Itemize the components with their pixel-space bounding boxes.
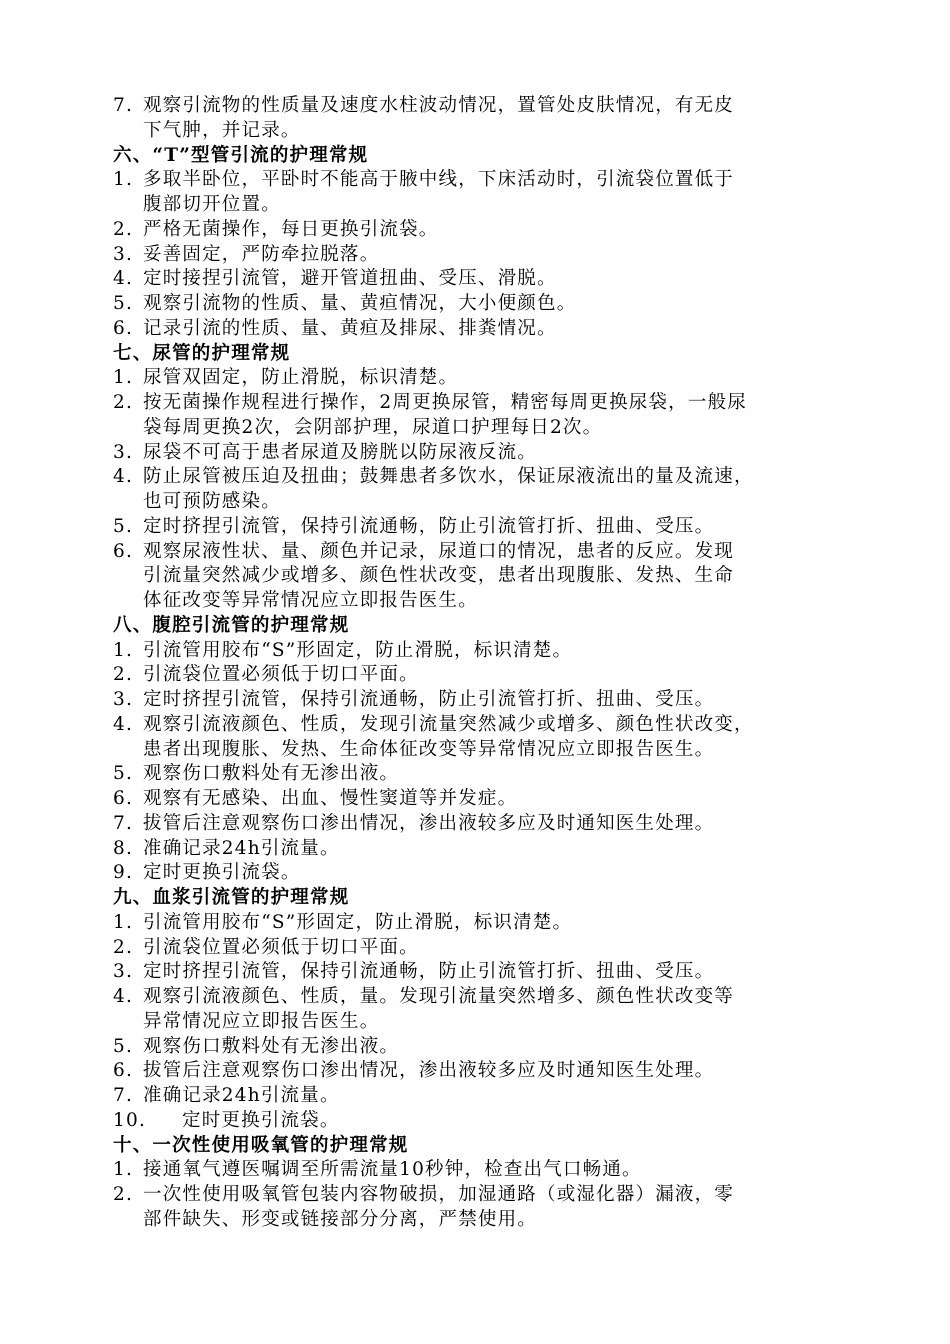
item-number: 5. xyxy=(113,763,134,785)
item-text: 拔管后注意观察伤口渗出情况，渗出液较多应及时通知医生处理。 xyxy=(143,812,715,834)
list-item-continuation xyxy=(0,490,950,515)
item-text: 下气肿，并记录。 xyxy=(143,119,301,141)
list-item xyxy=(0,936,950,961)
item-text: 观察引流物的性质、量、黄疸情况，大小便颜色。 xyxy=(143,293,577,314)
section-heading xyxy=(0,886,950,911)
item-number: 4. xyxy=(113,466,134,488)
item-text: 观察引流液颜色、性质，量。发现引流量突然增多、颜色性状改变等 xyxy=(143,986,735,1007)
item-number: 1. xyxy=(113,169,134,191)
item-number: 4. xyxy=(113,268,134,290)
heading-text: 十、一次性使用吸氧管的护理常规 xyxy=(113,1134,409,1156)
item-text: 观察伤口敷料处有无渗出液。 xyxy=(143,763,400,785)
item-text: 记录引流的性质、量、黄疸及排尿、排粪情况。 xyxy=(143,317,557,339)
section-heading xyxy=(0,614,950,639)
item-text: 也可预防感染。 xyxy=(143,491,281,512)
item-text: 定时接捏引流管，避开管道扭曲、受压、滑脱。 xyxy=(143,268,557,290)
item-text: 准确记录24h引流量。 xyxy=(143,1085,340,1106)
item-text: 定时更换引流袋。 xyxy=(143,862,301,884)
item-number: 7. xyxy=(113,95,134,116)
list-item-continuation xyxy=(0,119,950,144)
item-text: 观察引流物的性质量及速度水柱波动情况，置管处皮肤情况，有无皮 xyxy=(143,95,735,116)
item-text: 异常情况应立即报告医生。 xyxy=(143,1010,380,1032)
item-text: 接通氧气遵医嘱调至所需流量10秒钟，检查出气口畅通。 xyxy=(143,1159,642,1181)
item-text: 尿袋不可高于患者尿道及膀胱以防尿液反流。 xyxy=(143,441,538,463)
item-number: 5. xyxy=(113,515,134,537)
item-text: 防止尿管被压迫及扭曲；鼓舞患者多饮水，保证尿液流出的量及流速， xyxy=(143,466,754,488)
item-text: 观察引流液颜色、性质，发现引流量突然减少或增多、颜色性状改变， xyxy=(143,713,754,735)
item-number: 4. xyxy=(113,713,134,735)
item-number: 3. xyxy=(113,689,134,710)
item-text: 严格无菌操作，每日更换引流袋。 xyxy=(143,218,439,240)
list-item xyxy=(0,861,950,886)
item-number: 1. xyxy=(113,1159,134,1181)
list-item xyxy=(0,812,950,837)
item-number: 5. xyxy=(113,293,134,314)
item-text: 袋每周更换2次，会阴部护理，尿道口护理每日2次。 xyxy=(143,416,603,438)
item-number: 6. xyxy=(113,317,134,339)
list-item xyxy=(0,94,950,119)
heading-text: 六、“T”型管引流的护理常规 xyxy=(113,144,369,166)
list-item xyxy=(0,1035,950,1060)
item-text: 部件缺失、形变或链接部分分离，严禁使用。 xyxy=(143,1208,538,1230)
list-item xyxy=(0,317,950,342)
item-text: 观察尿液性状、量、颜色并记录，尿道口的情况，患者的反应。发现 xyxy=(143,540,735,562)
list-item xyxy=(0,713,950,738)
list-item xyxy=(0,441,950,466)
list-item xyxy=(0,1183,950,1208)
item-text: 妥善固定，严防牵拉脱落。 xyxy=(143,243,380,265)
item-text: 多取半卧位，平卧时不能高于腋中线，下床活动时，引流袋位置低于 xyxy=(143,169,735,191)
list-item xyxy=(0,540,950,565)
section-heading xyxy=(0,342,950,367)
list-item-continuation xyxy=(0,564,950,589)
item-number: 1. xyxy=(113,639,134,661)
item-number: 3. xyxy=(113,961,134,983)
list-item xyxy=(0,663,950,688)
item-number: 2. xyxy=(113,1184,134,1205)
item-text: 体征改变等异常情况应立即报告医生。 xyxy=(143,590,478,611)
list-item-continuation xyxy=(0,193,950,218)
item-number: 1. xyxy=(113,911,134,933)
item-number: 6. xyxy=(113,540,134,562)
list-item-continuation xyxy=(0,738,950,763)
list-item xyxy=(0,465,950,490)
item-text: 定时挤捏引流管，保持引流通畅，防止引流管打折、扭曲、受压。 xyxy=(143,689,715,710)
list-item xyxy=(0,1084,950,1109)
item-text: 定时挤捏引流管，保持引流通畅，防止引流管打折、扭曲、受压。 xyxy=(143,961,715,983)
list-item xyxy=(0,639,950,664)
section-heading xyxy=(0,1134,950,1159)
item-text: 尿管双固定，防止滑脱，标识清楚。 xyxy=(143,367,459,389)
item-number: 1. xyxy=(113,367,134,389)
list-item xyxy=(0,911,950,936)
item-number: 10. xyxy=(113,1109,147,1131)
list-item xyxy=(0,267,950,292)
heading-text: 九、血浆引流管的护理常规 xyxy=(113,887,350,908)
item-number: 7. xyxy=(113,812,134,834)
item-number: 4. xyxy=(113,986,134,1007)
item-text: 观察伤口敷料处有无渗出液。 xyxy=(143,1035,400,1057)
list-item xyxy=(0,366,950,391)
item-text: 引流管用胶布“S”形固定，防止滑脱，标识清楚。 xyxy=(143,639,573,661)
list-item-continuation xyxy=(0,416,950,441)
list-item-continuation xyxy=(0,1208,950,1233)
list-item xyxy=(0,837,950,862)
list-item xyxy=(0,688,950,713)
list-item xyxy=(0,391,950,416)
list-item xyxy=(0,292,950,317)
item-text: 引流管用胶布“S”形固定，防止滑脱，标识清楚。 xyxy=(143,911,573,933)
list-item xyxy=(0,168,950,193)
list-item xyxy=(0,243,950,268)
list-item xyxy=(0,1158,950,1183)
list-item xyxy=(0,1059,950,1084)
item-number: 3. xyxy=(113,441,134,463)
list-item xyxy=(0,960,950,985)
item-text: 引流袋位置必须低于切口平面。 xyxy=(143,936,419,958)
list-item xyxy=(0,762,950,787)
list-item xyxy=(0,1109,950,1134)
document-page xyxy=(0,94,950,1233)
list-item xyxy=(0,787,950,812)
item-number: 3. xyxy=(113,243,134,265)
heading-text: 七、尿管的护理常规 xyxy=(113,342,291,364)
item-number: 6. xyxy=(113,1060,134,1082)
item-text: 准确记录24h引流量。 xyxy=(143,837,340,859)
list-item-continuation xyxy=(0,1010,950,1035)
list-item-continuation xyxy=(0,589,950,614)
item-number: 5. xyxy=(113,1035,134,1057)
item-text: 观察有无感染、出血、慢性窦道等并发症。 xyxy=(143,788,518,809)
list-item xyxy=(0,985,950,1010)
item-text: 引流量突然减少或增多、颜色性状改变，患者出现腹胀、发热、生命 xyxy=(143,565,735,587)
item-number: 2. xyxy=(113,392,134,413)
list-item xyxy=(0,515,950,540)
item-number: 2. xyxy=(113,936,134,958)
item-text: 患者出现腹胀、发热、生命体征改变等异常情况应立即报告医生。 xyxy=(143,738,715,760)
item-number: 6. xyxy=(113,788,134,809)
heading-text: 八、腹腔引流管的护理常规 xyxy=(113,614,350,636)
item-text: 引流袋位置必须低于切口平面。 xyxy=(143,664,419,686)
item-text: 按无菌操作规程进行操作，2周更换尿管，精密每周更换尿袋，一般尿 xyxy=(143,392,747,413)
item-number: 9. xyxy=(113,862,134,884)
item-text: 定时挤捏引流管，保持引流通畅，防止引流管打折、扭曲、受压。 xyxy=(143,515,715,537)
item-number: 2. xyxy=(113,664,134,686)
item-text: 腹部切开位置。 xyxy=(143,194,281,215)
item-text: 定时更换引流袋。 xyxy=(182,1109,340,1131)
item-number: 7. xyxy=(113,1085,134,1106)
item-text: 拔管后注意观察伤口渗出情况，渗出液较多应及时通知医生处理。 xyxy=(143,1060,715,1082)
item-text: 一次性使用吸氧管包装内容物破损，加湿通路（或湿化器）漏液，零 xyxy=(143,1184,735,1205)
item-number: 8. xyxy=(113,837,134,859)
item-number: 2. xyxy=(113,218,134,240)
section-heading xyxy=(0,144,950,169)
list-item xyxy=(0,218,950,243)
